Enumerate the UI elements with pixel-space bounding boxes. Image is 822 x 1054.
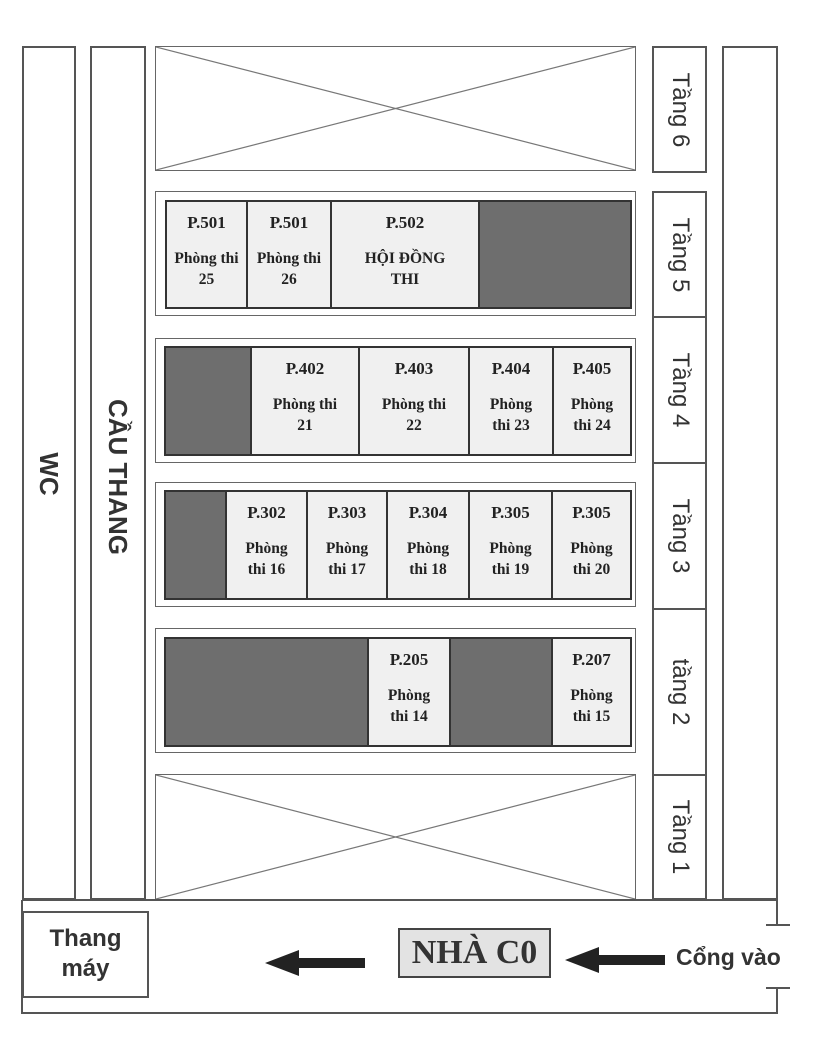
- room-name: Phòng thi 26: [256, 250, 322, 288]
- room-name: Phòng thi 14: [387, 687, 431, 725]
- room-code: P.405: [572, 359, 612, 378]
- building-label-text: NHÀ C0: [411, 934, 538, 971]
- room-code: P.205: [389, 650, 429, 669]
- room-code: P.302: [247, 503, 286, 522]
- elevator-box: [22, 911, 149, 998]
- room-code: P.402: [285, 359, 325, 378]
- floor-label-text: Tầng 1: [666, 799, 694, 875]
- floor-label-text: Tầng 6: [666, 72, 694, 147]
- floor-label-text: Tầng 3: [666, 498, 694, 574]
- room-name: HỘI ĐỒNG THI: [364, 250, 446, 288]
- left-arrow-icon: [565, 945, 669, 975]
- room-name: Phòng thi 16: [245, 540, 288, 578]
- wc-label: WC: [34, 452, 64, 496]
- room-code: P.501: [187, 213, 226, 232]
- room-name: Phòng thi 19: [489, 540, 532, 578]
- elevator-label-line2: máy: [61, 955, 110, 982]
- stairs-label: CẦU THANG: [103, 399, 133, 555]
- room-name: Phòng thi 25: [174, 250, 239, 288]
- room-name: Phòng thi 21: [272, 396, 338, 434]
- room-name: Phòng thi 23: [489, 396, 533, 434]
- room-code: P.404: [491, 359, 531, 378]
- floor-label-text: Tầng 4: [666, 352, 694, 428]
- room-code: P.207: [572, 650, 611, 669]
- room-name: Phòng thi 18: [406, 540, 450, 578]
- entrance-label: Cổng vào: [676, 944, 781, 970]
- room-name: Phòng thi 17: [325, 540, 369, 578]
- room-code: P.403: [394, 359, 434, 378]
- floor-label-text: Tầng 5: [666, 217, 694, 292]
- room-code: P.501: [269, 213, 309, 232]
- floor-label-text: tầng 2: [666, 658, 694, 726]
- elevator-label-line1: Thang: [49, 925, 122, 952]
- room-code: P.305: [491, 503, 530, 522]
- room-code: P.304: [408, 503, 448, 522]
- room-code: P.305: [572, 503, 611, 522]
- room-name: Phòng thi 20: [570, 540, 613, 578]
- room-name: Phòng thi 22: [381, 396, 447, 434]
- room-code: P.502: [385, 213, 425, 232]
- left-arrow-icon: [265, 948, 369, 978]
- room-name: Phòng thi 24: [570, 396, 614, 434]
- room-name: Phòng thi 15: [570, 687, 613, 725]
- building-label: [398, 928, 551, 978]
- room-code: P.303: [327, 503, 367, 522]
